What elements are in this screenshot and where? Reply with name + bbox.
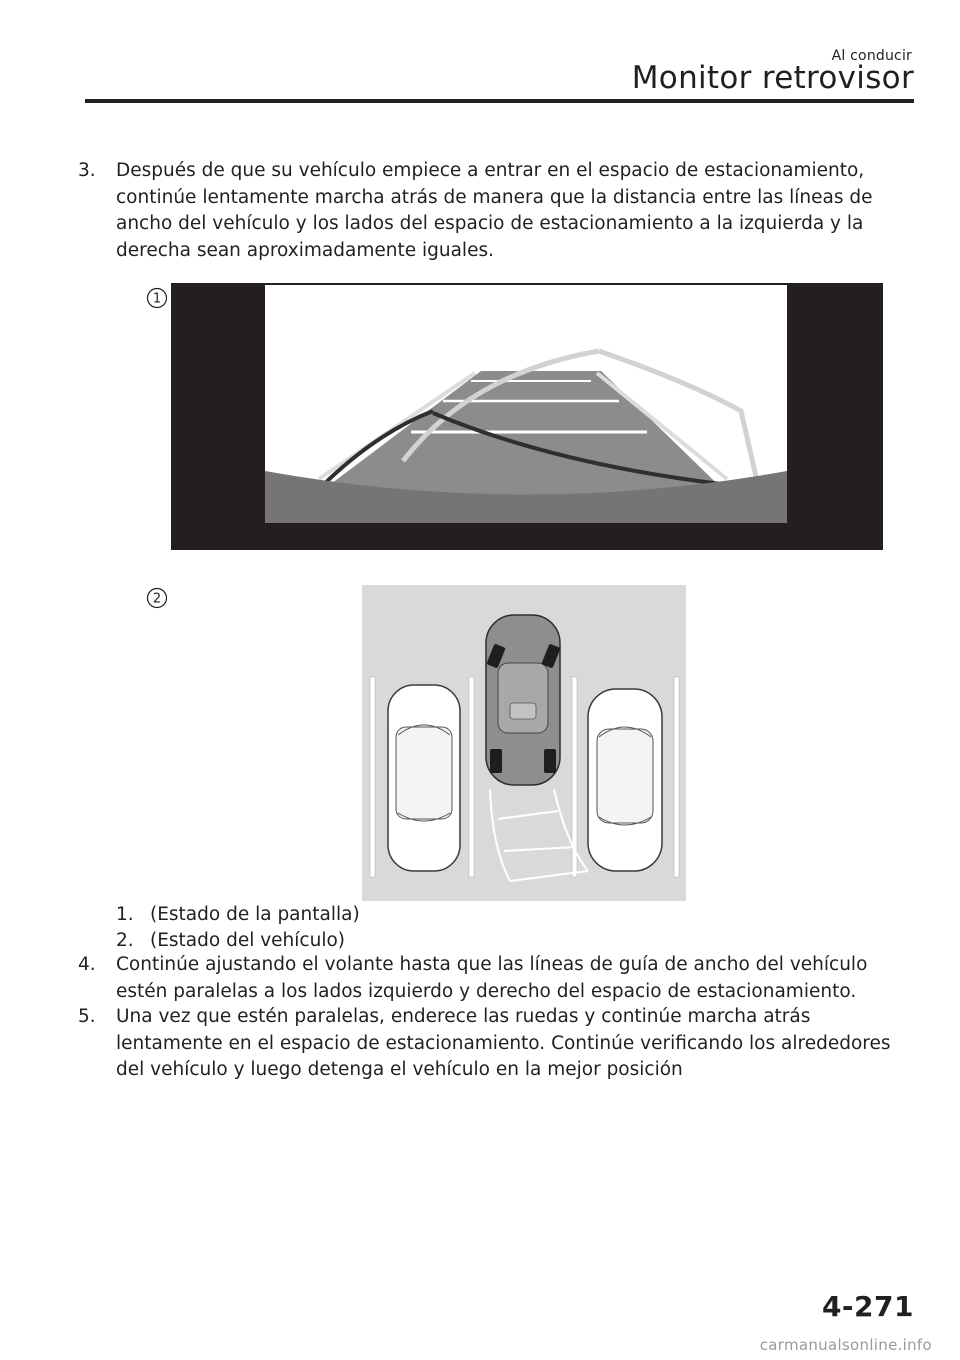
rear-wheel: [544, 749, 556, 773]
figure-marker-2-icon: [146, 587, 168, 609]
parked-car-right: [588, 689, 662, 871]
instruction-step-4: [78, 952, 918, 1005]
camera-screen-figure: [171, 283, 883, 550]
page-number: 4-271: [821, 1290, 914, 1323]
vehicle-position-figure: [362, 585, 686, 901]
header-divider: [85, 99, 914, 103]
caption-text: (Estado del vehículo): [150, 930, 345, 951]
step-number: 5.: [78, 1006, 96, 1027]
step-number: 4.: [78, 954, 96, 975]
reversing-vehicle: [486, 615, 561, 785]
parked-car-left: [388, 685, 460, 871]
header-section: Al conducir: [831, 48, 912, 64]
page-title: Monitor retrovisor: [631, 60, 914, 96]
step-text: Después de que su vehículo empiece a entrar en el espacio de estacionamiento, continúe lentamente marcha atrás de manera que la distancia entre las líneas de ancho del vehículo y los lados del espacio de estacionamiento a la izquierda y la derecha sean aproximadamente iguales.: [116, 160, 873, 261]
instruction-step-5: [78, 1004, 918, 1084]
figure-caption-1: [116, 902, 360, 928]
parking-stripe: [674, 677, 679, 877]
marker-label: 1: [152, 291, 162, 307]
caption-number: 2.: [116, 930, 134, 951]
step-text: Continúe ajustando el volante hasta que las líneas de guía de ancho del vehículo estén paralelas a los lados izquierdo y derecho del espacio de estacionamiento.: [116, 954, 868, 1002]
figure-caption-2: [116, 928, 345, 954]
step-text: Una vez que estén paralelas, enderece las ruedas y continúe marcha atrás lentamente en el espacio de estacionamiento. Continúe verificando los alrededores del vehículo y luego detenga el vehículo en la mejor posición: [116, 1006, 891, 1080]
rear-wheel: [490, 749, 502, 773]
step-number: 3.: [78, 160, 96, 181]
figure-marker-1-icon: [146, 287, 168, 309]
watermark: carmanualsonline.info: [759, 1336, 932, 1354]
parking-stripe: [370, 677, 375, 877]
parking-stripe: [469, 677, 474, 877]
caption-text: (Estado de la pantalla): [150, 904, 360, 925]
instruction-step-3: [78, 158, 918, 264]
caption-number: 1.: [116, 904, 134, 925]
marker-label: 2: [152, 591, 162, 607]
